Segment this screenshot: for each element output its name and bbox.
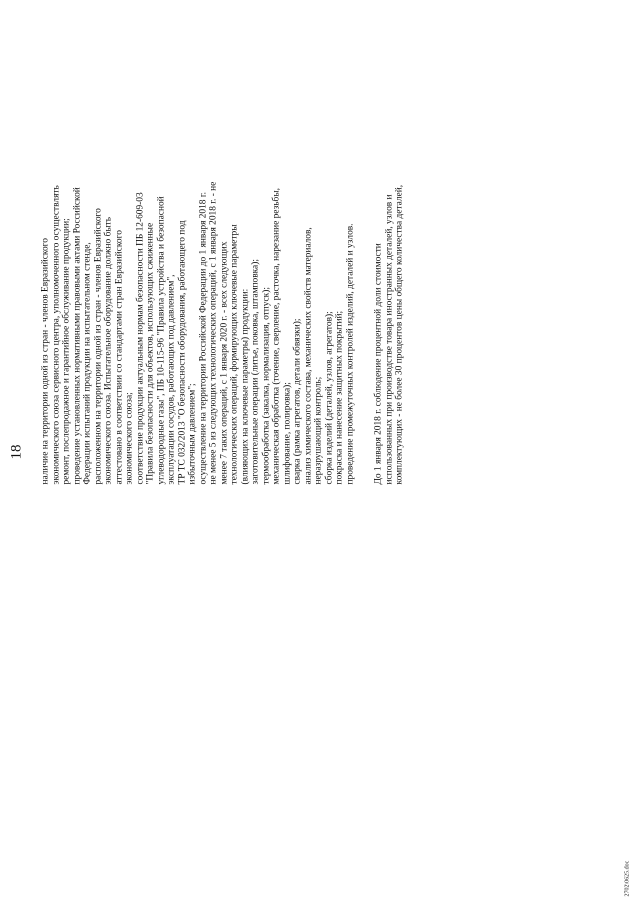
text-line: избыточным давлением";	[187, 383, 198, 485]
text-line: экономического союза;	[124, 392, 135, 485]
paragraph-gap	[356, 5, 374, 485]
text-line: покраска и нанесение защитных покрытий;	[334, 310, 345, 485]
file-code: 2702\0625.doc	[624, 860, 631, 897]
text-line: аттестовано в соответствии со стандартами стран Евразийского	[114, 230, 124, 485]
text-line: термообработка (закалка, нормализация, отпуск);	[261, 287, 271, 485]
text-line: расположенном на территории одной из стран - членов Евразийского	[93, 208, 103, 485]
text-line: наличие на территории одной из стран - членов Евразийского	[40, 238, 51, 485]
text-line: неразрушающий контроль;	[313, 376, 324, 485]
text-line: "Правила безопасности для объектов, использующих сжиженные	[145, 222, 156, 485]
text-line: (влияющих на ключевые параметры) продукции:	[240, 288, 250, 485]
text-line: экономического союза. Испытательное оборудование должно быть	[103, 216, 114, 485]
text-line: соответствие продукции актуальным нормам безопасности ПБ 12-609-03	[135, 192, 145, 485]
document-body	[41, 5, 406, 485]
text-line: проведение промежуточных контролей изделий, деталей и узлов.	[345, 223, 355, 485]
text-line: осуществление на территории Российской Федерации до 1 января 2018 г.	[198, 192, 208, 485]
text-line: заготовительные операции (литье, поковка, штамповка);	[250, 259, 261, 485]
page-number: 18	[8, 444, 25, 460]
text-line: сборка изделий (деталей, узлов, агрегатов);	[324, 311, 334, 485]
text-line: ремонт, послепродажное и гарантийное обслуживание продукции;	[61, 218, 72, 485]
text-line: использованных при производстве товара иностранных деталей, узлов и	[384, 194, 394, 485]
text-line: технологических операций, формирующих ключевые параметры	[229, 224, 240, 485]
text-line: ТР ТС 032/2013 "О безопасности оборудования, работающего под	[177, 220, 187, 485]
rotated-page	[1, 0, 640, 905]
text-line: комплектующих - не более 30 процентов цены общего количества деталей,	[394, 184, 405, 485]
text-line: углеводородные газы", ПБ 10-115-96 "Правила устройства и безопасной	[156, 196, 166, 485]
text-line: До 1 января 2018 г. соблюдение процентной доли стоимости	[373, 243, 384, 485]
text-line: проведение установленных нормативными правовыми актами Российской	[72, 187, 82, 485]
text-line: экономического союза сервисного центра, уполномоченного осуществлять	[51, 185, 61, 485]
text-line: эксплуатации сосудов, работающих под давлением",	[166, 274, 177, 485]
text-line: сварка (рамка агрегатов, детали обвязки);	[292, 318, 303, 485]
text-line: анализ химического состава, механических свойств материалов,	[303, 227, 313, 485]
text-line: не менее 5 из следующих технологических операций, с 1 января 2018 г. - не	[208, 181, 219, 485]
text-line: менее 7 таких операций, с 1 января 2020 г. - всех следующих	[219, 241, 229, 485]
text-line: шлифование, полировка);	[282, 382, 292, 485]
text-line: механическая обработка (точение, сверление, расточка, нарезание резьбы,	[271, 188, 282, 485]
text-line: Федерации испытаний продукции на испытательном стенде,	[82, 242, 93, 485]
